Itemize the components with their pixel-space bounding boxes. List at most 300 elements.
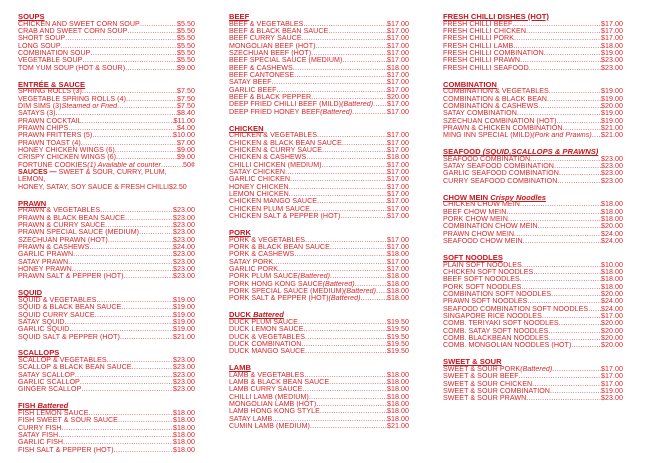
dot-leader <box>542 313 601 320</box>
item-name: PRAWN FRITTERS (5) <box>18 132 93 140</box>
menu-item <box>443 231 623 238</box>
menu-section <box>229 13 409 116</box>
dot-leader <box>272 79 387 86</box>
menu-item <box>18 237 195 244</box>
menu-item <box>443 216 623 223</box>
item-price: $19.00 <box>173 304 195 312</box>
dot-leader <box>352 109 387 116</box>
item-price: $23.00 <box>173 364 195 372</box>
dot-leader <box>290 176 387 183</box>
item-price: $17.00 <box>387 57 409 65</box>
item-name: BEEF & BLACK BEAN SAUCE <box>229 27 329 35</box>
item-name: SWEET & SOUR PRAWN <box>443 395 527 403</box>
menu-section <box>443 81 623 140</box>
item-price: $17.00 <box>387 205 409 213</box>
menu-section <box>18 13 195 72</box>
item-price: $17.00 <box>387 176 409 184</box>
menu-item <box>18 65 195 72</box>
item-price: $23.00 <box>173 221 195 229</box>
menu-item <box>443 43 623 50</box>
item-name: COMBINATION CHOW MEIN <box>443 223 538 231</box>
item-name: SZECHUAN COMBINATION (HOT) <box>443 117 557 125</box>
section-heading <box>229 364 409 372</box>
dot-leader <box>305 334 387 341</box>
item-name: GARLIC SQUID <box>18 326 70 334</box>
dot-leader <box>118 417 173 424</box>
menu-item <box>229 237 409 244</box>
menu-section <box>443 358 623 402</box>
dot-leader <box>82 118 174 125</box>
item-name: COMBINATION & VEGETABLES <box>443 88 549 96</box>
item-name: PRAWN CHOW MEIN <box>443 230 515 238</box>
section-heading <box>443 13 623 21</box>
menu-item <box>18 439 195 446</box>
menu-column-middle <box>229 13 409 439</box>
item-price: $20.00 <box>601 320 623 328</box>
menu-item <box>18 297 195 304</box>
item-name: SATAY SCALLOP <box>18 371 75 379</box>
menu-item <box>18 425 195 432</box>
menu-item <box>443 103 623 110</box>
dot-leader <box>520 57 601 64</box>
section-heading <box>229 125 409 133</box>
item-name: COMBINATION & BLACK BEAN <box>443 95 547 103</box>
section-heading <box>18 289 195 297</box>
menu-item <box>443 381 623 388</box>
item-price: $17.00 <box>387 213 409 221</box>
item-name: GARLIC BEEF <box>229 86 277 94</box>
dot-leader <box>82 88 177 95</box>
menu-item <box>18 417 195 424</box>
item-price: $20.00 <box>601 290 623 298</box>
item-price: $23.00 <box>173 386 195 394</box>
item-name: SEAFOOD CHOW MEIN <box>443 238 523 246</box>
item-name: BEEF CHOW MEIN <box>443 208 507 216</box>
dot-leader <box>278 266 387 273</box>
menu-item <box>18 326 195 333</box>
item-price: $24.00 <box>601 238 623 246</box>
dot-leader <box>316 43 387 50</box>
menu-section <box>443 254 623 350</box>
item-name: TOM YUM SOUP (HOT & SOUR) <box>18 64 126 72</box>
dot-leader <box>125 215 173 222</box>
menu-item <box>229 401 409 408</box>
section-title: PORK <box>229 227 251 237</box>
section-heading <box>18 402 195 410</box>
item-price: $18.00 <box>173 417 195 425</box>
section-title: SOFT NOODLES <box>443 253 503 262</box>
menu-item <box>443 96 623 103</box>
menu-item <box>443 110 623 117</box>
menu-item <box>229 79 409 86</box>
menu-item <box>443 132 623 139</box>
menu-item <box>443 306 623 313</box>
dot-leader <box>342 140 387 147</box>
dot-leader <box>61 43 177 50</box>
menu-item <box>18 21 195 28</box>
menu-item <box>18 88 195 95</box>
dot-leader <box>548 328 601 335</box>
menu-item <box>18 103 195 110</box>
item-price: $5.50 <box>176 49 195 57</box>
item-price: $18.00 <box>387 251 409 259</box>
item-name: COMB. SATAY SOFT NOODLES <box>443 327 549 335</box>
item-name: COMB. TERIYAKI SOFT NOODLES <box>443 320 559 328</box>
sauces-line-2 <box>18 184 195 191</box>
menu-item <box>229 372 409 379</box>
item-name: DUCK MANGO SAUCE <box>229 348 306 356</box>
item-name: PORK SOFT NOODLES <box>443 283 522 291</box>
dot-leader <box>559 320 601 327</box>
dot-leader <box>63 439 173 446</box>
dot-leader <box>289 191 387 198</box>
menu-item <box>229 65 409 72</box>
dot-leader <box>82 57 177 64</box>
dot-leader <box>330 273 387 280</box>
dot-leader <box>89 244 173 251</box>
dot-leader <box>304 372 387 379</box>
item-note: (Battered) <box>341 101 374 109</box>
item-name: FISH LEMON SAUCE <box>18 409 89 417</box>
item-price: $5.50 <box>176 42 195 50</box>
dot-leader <box>310 206 387 213</box>
menu-item <box>229 244 409 251</box>
item-name: GARLIC SEAFOOD COMBINATION <box>443 170 559 178</box>
item-name: CHICKEN & CASHEWS <box>229 154 307 162</box>
item-name: CHILLI CHICKEN (MEDIUM) <box>229 161 322 169</box>
item-name: FRESH CHILLI CHICKEN <box>443 27 526 35</box>
item-price: $19.50 <box>387 318 409 326</box>
item-name: PORK SPECIAL SAUCE (MEDIUM) <box>229 287 344 295</box>
item-price: $17.00 <box>601 365 623 373</box>
menu-item <box>229 326 409 333</box>
menu-item <box>443 163 623 170</box>
dot-leader <box>294 72 387 79</box>
item-name: MONGOLIAN BEEF (HOT) <box>229 42 316 50</box>
item-name: CHICKEN & BLACK BEAN SAUCE <box>229 139 342 147</box>
section-heading <box>18 200 195 208</box>
dot-leader <box>551 291 601 298</box>
item-price: $18.00 <box>173 439 195 447</box>
dot-leader <box>305 348 387 355</box>
item-name: BEEF SPECIAL SAUCE (MEDIUM) <box>229 57 343 65</box>
dot-leader <box>559 170 601 177</box>
dot-leader <box>306 154 387 161</box>
item-price: $21.00 <box>601 124 623 132</box>
item-name: CHICKEN CHOW MEIN <box>443 201 520 209</box>
menu-item <box>18 110 195 117</box>
item-price: $11.00 <box>173 117 195 125</box>
item-price: $17.00 <box>387 35 409 43</box>
dot-leader <box>276 87 387 94</box>
menu-item <box>229 273 409 280</box>
menu-section <box>443 13 623 72</box>
item-price: $19.00 <box>173 296 195 304</box>
item-name: PRAWN CHIPS <box>18 124 69 132</box>
menu-item <box>229 140 409 147</box>
dot-leader <box>303 21 387 28</box>
menu-item <box>229 295 409 302</box>
section-heading <box>443 194 623 202</box>
section-title: PRAWN <box>18 198 47 208</box>
section-title: FISH <box>18 401 36 411</box>
item-price: 50¢ <box>183 161 195 169</box>
dot-leader <box>68 259 173 266</box>
section-title: BEEF <box>229 12 250 21</box>
dot-leader <box>81 140 177 147</box>
item-name: DUCK & VEGETABLES <box>229 333 306 341</box>
dot-leader <box>508 216 601 223</box>
dot-leader <box>272 416 387 423</box>
item-note: (Battered) <box>344 287 377 295</box>
item-price: $7.50 <box>176 95 195 103</box>
menu-section <box>229 364 409 430</box>
dot-leader <box>140 21 177 28</box>
dot-leader <box>520 276 601 283</box>
dot-leader <box>342 57 387 64</box>
item-price: $17.00 <box>601 20 623 28</box>
item-name: GARLIC PRAWN <box>18 251 74 259</box>
item-name: CRISPY CHICKEN WINGS (6) <box>18 154 117 162</box>
menu-item <box>443 373 623 380</box>
item-price: $18.00 <box>387 408 409 416</box>
menu-item <box>229 101 409 108</box>
item-name: PRAWN SOFT NOODLES <box>443 298 528 306</box>
item-name: SQUID SALT & PEPPER (HOT) <box>18 333 120 341</box>
item-name: SCALLOP & VEGETABLES <box>18 357 107 365</box>
item-name: SCALLOP & BLACK BEAN SAUCE <box>18 364 132 372</box>
item-name: SATAY FISH <box>18 432 59 439</box>
item-price: $18.00 <box>387 371 409 379</box>
menu-section <box>18 289 195 341</box>
item-price: $17.00 <box>387 258 409 266</box>
dot-leader <box>361 295 387 302</box>
item-price: $23.00 <box>173 357 195 365</box>
item-price: $17.00 <box>601 313 623 320</box>
item-price: $18.00 <box>601 216 623 224</box>
item-note: (1) Available at counter <box>87 161 161 169</box>
menu-section <box>18 200 195 281</box>
section-heading <box>443 148 623 156</box>
item-name: COMB. MONGOLIAN NOODLES (HOT) <box>443 342 572 350</box>
item-price: $23.00 <box>173 251 195 259</box>
item-name: CHICKEN PLUM SAUCE <box>229 205 310 213</box>
item-name: SATAY LAMB <box>229 415 273 423</box>
menu-item <box>18 319 195 326</box>
dot-leader <box>310 423 387 430</box>
item-price: $24.00 <box>601 230 623 238</box>
dot-leader <box>115 147 177 154</box>
item-name: PORK & BLACK BEAN SAUCE <box>229 243 330 251</box>
dot-leader <box>309 394 387 401</box>
item-name: PRAWN & BLACK BEAN SAUCE <box>18 214 125 222</box>
menu-item <box>443 35 623 42</box>
menu-section <box>229 229 409 303</box>
item-price: $21.00 <box>387 423 409 431</box>
item-name: SWEET & SOUR BEEF <box>443 373 519 381</box>
menu-item <box>229 72 409 79</box>
item-name: SATAY BEEF <box>229 79 272 87</box>
menu-item <box>18 229 195 236</box>
item-price: $23.00 <box>601 163 623 171</box>
menu-item <box>229 198 409 205</box>
sauces-line-1 <box>18 169 195 184</box>
item-name: CHICKEN MANGO SAUCE <box>229 198 318 206</box>
menu-section <box>18 402 195 454</box>
dot-leader <box>588 306 601 313</box>
item-name: SWEET & SOUR COMBINATION <box>443 387 550 395</box>
menu-item <box>18 125 195 132</box>
dot-leader <box>107 357 173 364</box>
sauces-price: $2.50 <box>169 183 187 191</box>
section-title: SEAFOOD <box>443 147 481 157</box>
dot-leader <box>105 222 173 229</box>
menu-item <box>18 140 195 147</box>
menu-item <box>229 191 409 198</box>
menu-item <box>18 244 195 251</box>
item-price: $18.00 <box>601 208 623 216</box>
section-title: FRESH CHILLI DISHES (HOT) <box>443 12 549 21</box>
item-price: $17.00 <box>387 265 409 273</box>
section-heading <box>18 81 195 89</box>
item-name: HONEY CHICKEN <box>229 183 289 191</box>
dot-leader <box>90 50 177 57</box>
item-price: $18.00 <box>387 393 409 401</box>
item-price: $17.00 <box>387 108 409 116</box>
dot-leader <box>519 373 601 380</box>
item-name: CHICKEN AND SWEET CORN SOUP <box>18 20 140 28</box>
menu-column-right <box>443 13 623 411</box>
dot-leader <box>294 251 387 258</box>
dot-leader <box>114 447 173 454</box>
menu-item <box>18 35 195 42</box>
menu-item <box>18 118 195 125</box>
item-note: (Battered) <box>320 108 353 116</box>
item-price: $17.00 <box>387 86 409 94</box>
item-price: $23.00 <box>173 273 195 281</box>
item-name: GARLIC SCALLOP <box>18 379 80 387</box>
dot-leader <box>513 43 601 50</box>
menu-item <box>229 21 409 28</box>
menu-item <box>18 410 195 417</box>
menu-item <box>229 154 409 161</box>
section-title: DUCK <box>229 310 251 320</box>
dot-leader <box>514 231 601 238</box>
menu-item <box>18 334 195 341</box>
menu-item <box>229 147 409 154</box>
item-name: PRAWN SPECIAL SAUCE (MEDIUM) <box>18 229 140 237</box>
item-price: $17.00 <box>387 146 409 154</box>
item-price: $23.00 <box>173 371 195 379</box>
item-price: $20.00 <box>601 335 623 343</box>
dot-leader <box>289 184 387 191</box>
section-title: COMBINATION <box>443 79 497 89</box>
section-heading <box>229 311 409 319</box>
item-name: FRESH CHILLI SEAFOOD <box>443 64 529 72</box>
item-name: CURRY SEAFOOD COMBINATION <box>443 177 558 185</box>
dot-leader <box>506 209 601 216</box>
menu-item <box>229 334 409 341</box>
item-name: FORTUNE COOKIES <box>18 161 88 169</box>
item-price: $5.50 <box>176 27 195 35</box>
item-name: PRAWN & VEGETABLES <box>18 207 101 215</box>
item-price: $19.00 <box>173 318 195 326</box>
menu-item <box>18 154 195 161</box>
item-name: COMBINATION SOFT NOODLES <box>443 290 552 298</box>
item-price: $20.00 <box>601 223 623 231</box>
menu-item <box>443 298 623 305</box>
item-name: CHICKEN SOFT NOODLES <box>443 268 534 276</box>
item-name: LONG SOUP <box>18 42 61 50</box>
section-heading <box>229 13 409 21</box>
section-title: SQUID <box>18 288 43 298</box>
dot-leader <box>304 326 387 333</box>
item-name: DEEP FRIED HONEY BEEF <box>229 108 321 116</box>
item-price: $20.00 <box>601 342 623 350</box>
dot-leader <box>549 88 601 95</box>
dot-leader <box>301 341 387 348</box>
menu-item <box>229 319 409 326</box>
dot-leader <box>514 35 601 42</box>
item-price: $23.00 <box>601 177 623 185</box>
dot-leader <box>520 201 601 208</box>
dot-leader <box>529 65 601 72</box>
item-price: $23.00 <box>601 64 623 72</box>
item-price: $18.00 <box>173 446 195 454</box>
item-price: $23.00 <box>601 395 623 403</box>
menu-item <box>229 213 409 220</box>
item-name: PRAWN & CASHEWS <box>18 243 90 251</box>
menu-item <box>229 408 409 415</box>
menu-item <box>229 184 409 191</box>
item-name: GARLIC FISH <box>18 439 64 447</box>
item-name: LAMB & VEGETABLES <box>229 371 305 379</box>
item-price: $23.00 <box>601 155 623 163</box>
dot-leader <box>316 401 387 408</box>
item-price: $23.00 <box>173 236 195 244</box>
dot-leader <box>65 319 173 326</box>
dot-leader <box>298 319 387 326</box>
item-price: $18.00 <box>387 273 409 281</box>
item-name: COMBINATION & CASHEWS <box>443 102 539 110</box>
item-name: PRAWN COCKTAIL <box>18 117 82 125</box>
item-price: $19.50 <box>387 348 409 356</box>
item-price: $19.00 <box>601 49 623 57</box>
item-name: PORK HONG KONG SAUCE <box>229 280 323 288</box>
item-price: $23.00 <box>601 57 623 65</box>
menu-item <box>18 372 195 379</box>
item-price: $17.00 <box>387 79 409 87</box>
menu-item <box>18 50 195 57</box>
dot-leader <box>322 147 387 154</box>
menu-item <box>229 266 409 273</box>
item-price: $8.40 <box>176 110 195 118</box>
dot-leader <box>72 266 173 273</box>
dot-leader <box>100 207 173 214</box>
dot-leader <box>373 101 387 108</box>
item-name: HONEY PRAWN <box>18 265 72 273</box>
item-name: GARLIC PORK <box>229 265 279 273</box>
item-price: $21.00 <box>173 333 195 341</box>
item-name: SATAY SQUID <box>18 318 65 326</box>
item-name: BEEF CANTONESE <box>229 72 295 79</box>
item-name: PRAWN SALT & PEPPER (HOT) <box>18 273 124 281</box>
dot-leader <box>125 65 177 72</box>
dot-leader <box>517 110 601 117</box>
dot-leader <box>526 28 601 35</box>
section-title: ENTRÉE & SAUCE <box>18 79 86 89</box>
menu-item <box>443 328 623 335</box>
